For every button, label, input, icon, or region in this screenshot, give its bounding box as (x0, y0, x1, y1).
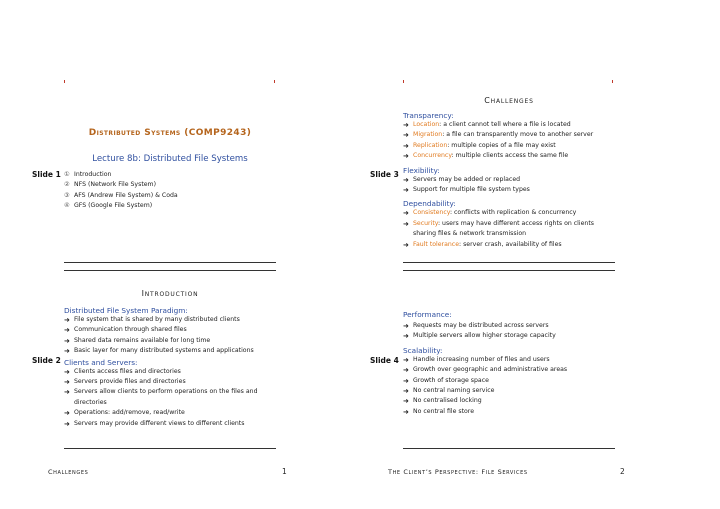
paradigm-heading: Distributed File System Paradigm: (64, 306, 188, 315)
slide-4-label: Slide 4 (370, 356, 399, 365)
list-item: ➜ Operations: add/remove, read/write (64, 409, 185, 418)
lecture-title: Lecture 8b: Distributed File Systems (92, 154, 248, 164)
list-item: ➜ Multiple servers allow higher storage capacity (403, 332, 556, 341)
list-item: ➜ Migration: a file can transparently move to another server (403, 131, 594, 140)
list-item: ➜ Servers allow clients to perform operations on the files and directories (64, 388, 258, 406)
footer-right-page-number: 2 (620, 467, 626, 476)
slide-3-label: Slide 3 (370, 170, 399, 179)
list-item: ➜ Growth of storage space (403, 376, 489, 385)
scalability-heading: Scalability: (403, 345, 443, 355)
list-item: ➜ Support for multiple file system types (403, 186, 530, 195)
slide-3 (403, 96, 615, 250)
crop-mark (612, 80, 613, 83)
list-item: ➜ Basic layer for many distributed systems and applications (64, 347, 254, 356)
list-item: ➜ Security: users may have different access rights on clients sharing files & network transmission (403, 219, 594, 238)
slide-2-label: Slide 2 (32, 356, 61, 365)
slide-3-title: Challenges (484, 96, 534, 105)
list-item: ➜ Fault tolerance: server crash, availability of files (403, 240, 562, 249)
list-item: ➜ Servers may be added or replaced (403, 175, 521, 184)
course-title: Distributed Systems (COMP9243) (88, 128, 252, 138)
footer-left-title: Challenges (48, 468, 89, 476)
footer-left-page-number: 1 (282, 467, 288, 476)
list-item: ➜ No central naming service (403, 387, 495, 396)
slide-separator-rule (403, 270, 615, 271)
list-item: ➜ Communication through shared files (64, 326, 187, 335)
transparency-heading: Transparency: (403, 111, 454, 120)
flexibility-heading: Flexibility: (403, 165, 440, 175)
list-item: ➜ Consistency: conflicts with replication & concurrency (403, 209, 577, 218)
clients-servers-heading: Clients and Servers: (64, 357, 138, 367)
slide-4 (403, 306, 615, 417)
outline-item: ③ AFS (Andrew File System) & Coda (64, 191, 178, 199)
list-item: ➜ Replication: multiple copies of a file may exist (403, 141, 556, 150)
dependability-heading: Dependability: (403, 199, 456, 209)
list-item: ➜ No centralised locking (403, 397, 482, 406)
list-item: ➜ Requests may be distributed across servers (403, 322, 549, 330)
list-item: ➜ File system that is shared by many distributed clients (64, 316, 240, 324)
outline-list (64, 170, 276, 212)
slide-bottom-rule (64, 262, 276, 263)
list-item: ➜ Handle increasing number of files and users (403, 355, 550, 364)
list-item: ➜ Concurrency: multiple clients access the same file (403, 152, 569, 161)
crop-mark (274, 80, 275, 83)
list-item: ➜ Clients access files and directories (64, 367, 181, 376)
list-item: ➜ Shared data remains available for long time (64, 336, 211, 345)
list-item: ➜ Servers may provide different views to different clients (64, 419, 245, 428)
footer-right-title: The Client’s Perspective: File Services (388, 468, 528, 476)
outline-item: ④ GFS (Google File System) (64, 202, 153, 210)
outline-item: ② NFS (Network File System) (64, 181, 156, 189)
crop-mark (64, 80, 65, 83)
outline-item: ① Introduction (64, 171, 112, 178)
slide-2-title: Introduction (141, 289, 199, 298)
slide-1 (64, 128, 276, 212)
performance-heading: Performance: (403, 310, 452, 319)
list-item: ➜ Servers provide files and directories (64, 378, 186, 387)
slide-bottom-rule (64, 448, 276, 449)
slide-bottom-rule (403, 262, 615, 263)
slide-1-label: Slide 1 (32, 170, 61, 179)
slide-2 (64, 289, 276, 429)
slide-bottom-rule (403, 448, 615, 449)
list-item: ➜ No central file store (403, 407, 474, 416)
list-item: ➜ Location: a client cannot tell where a file is located (403, 121, 571, 129)
crop-mark (403, 80, 404, 83)
slide-separator-rule (64, 270, 276, 271)
list-item: ➜ Growth over geographic and administrative areas (403, 366, 568, 375)
